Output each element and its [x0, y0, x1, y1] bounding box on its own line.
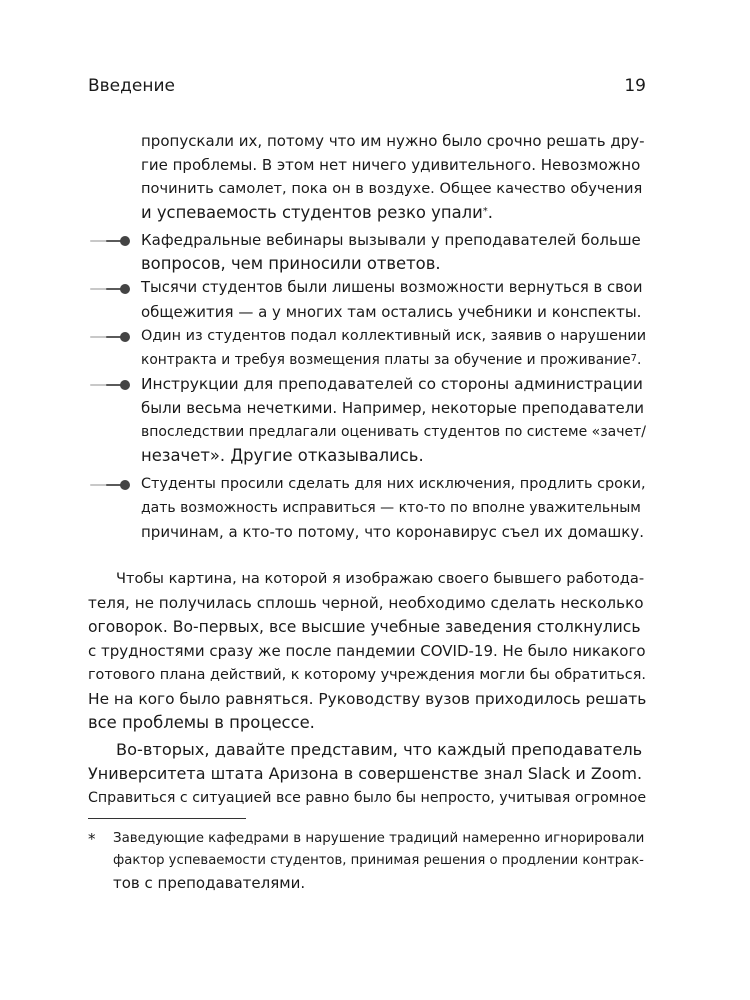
bullet-line: незачет». Другие отказывались.: [141, 446, 424, 465]
bullet-marker-icon: [90, 332, 132, 342]
paragraph-line: готового плана действий, к которому учреждения могли бы обратиться.: [88, 667, 646, 683]
footnote-line: фактор успеваемости студентов, принимая решения о продлении контрак-: [113, 853, 644, 868]
footnote-mark: *: [88, 830, 96, 848]
footnote-line: тов с преподавателями.: [113, 874, 306, 892]
paragraph-line: все проблемы в процессе.: [88, 713, 315, 732]
paragraph-line: с трудностями сразу же после пандемии COVID-19. Не было никакого: [88, 642, 646, 660]
bullet-marker-icon: [90, 284, 132, 294]
paragraph-line: Университета штата Аризона в совершенстве знал Slack и Zoom.: [88, 764, 643, 783]
bullet-line: вопросов, чем приносили ответов.: [141, 254, 441, 273]
body-line: гие проблемы. В этом нет ничего удивительного. Невозможно: [141, 156, 641, 174]
bullet-line: контракта и требуя возмещения платы за обучение и проживание$^7$.: [141, 352, 642, 368]
running-header: [88, 76, 646, 98]
bullet-line: Студенты просили сделать для них исключения, продлить сроки,: [141, 476, 646, 492]
chapter-title: Введение: [88, 76, 175, 96]
bullet-line: были весьма нечеткими. Например, некоторые преподаватели: [141, 399, 645, 417]
bullet-line: Инструкции для преподавателей со стороны администрации: [141, 375, 643, 393]
bullet-marker-icon: [90, 480, 132, 490]
paragraph-line: Во-вторых, давайте представим, что каждый преподаватель: [116, 740, 643, 759]
body-line: пропускали их, потому что им нужно было срочно решать дру-: [141, 132, 645, 150]
paragraph-line: Не на кого было равняться. Руководству вузов приходилось решать: [88, 690, 647, 708]
bullet-line: причинам, а кто-то потому, что коронавирус съел их домашку.: [141, 523, 644, 541]
bullet-marker-icon: [90, 380, 132, 390]
bullet-line: дать возможность исправиться — кто-то по вполне уважительным: [141, 500, 641, 516]
footnote-reference: 7: [630, 353, 638, 364]
paragraph-line: Справиться с ситуацией все равно было бы непросто, учитывая огромное: [88, 790, 647, 806]
paragraph-line: теля, не получилась сплошь черной, необходимо сделать несколько: [88, 594, 644, 612]
bullet-line: Кафедральные вебинары вызывали у преподавателей больше: [141, 231, 641, 249]
page-number: 19: [624, 76, 646, 96]
body-line: и успеваемость студентов резко упали*.: [141, 203, 493, 222]
bullet-line: общежития — а у многих там остались учебники и конспекты.: [141, 303, 642, 321]
paragraph-line: Чтобы картина, на которой я изображаю своего бывшего работода-: [116, 570, 645, 587]
footnote-line: Заведующие кафедрами в нарушение традиций намеренно игнорировали: [113, 831, 645, 846]
bullet-line: Тысячи студентов были лишены возможности вернуться в свои: [141, 279, 643, 296]
footnote-divider: [88, 818, 246, 819]
footnote-reference: *: [482, 206, 488, 217]
body-line: починить самолет, пока он в воздухе. Общее качество обучения: [141, 180, 643, 197]
paragraph-line: оговорок. Во-первых, все высшие учебные заведения столкнулись: [88, 618, 641, 636]
bullet-line: впоследствии предлагали оценивать студентов по системе «зачет/: [141, 424, 647, 440]
bullet-marker-icon: [90, 236, 132, 246]
bullet-line: Один из студентов подал коллективный иск, заявив о нарушении: [141, 328, 647, 344]
